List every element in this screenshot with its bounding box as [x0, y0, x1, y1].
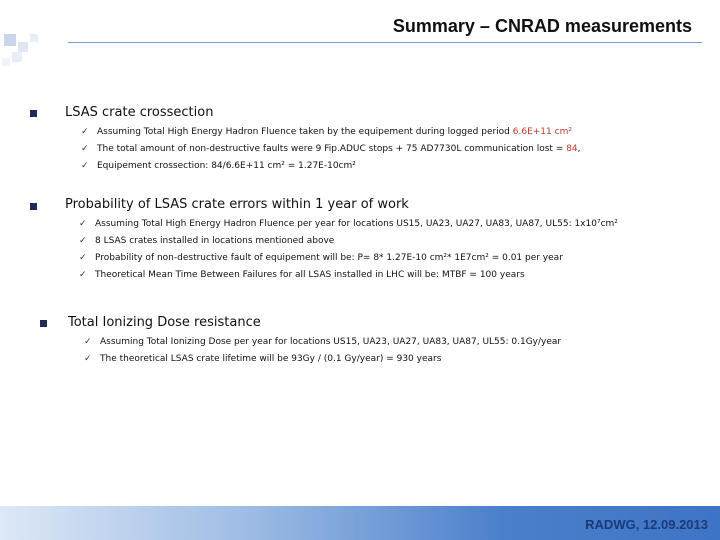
item-text: Assuming Total Ionizing Dose per year for locations US15, UA23, UA27, UA83, UA87, UL55: 0.1Gy/year [100, 337, 562, 347]
checkmark-icon: ✓ [84, 337, 92, 347]
square-bullet-icon [30, 110, 37, 117]
list-item [84, 354, 442, 364]
item-text: Theoretical Mean Time Between Failures for all LSAS installed in LHC will be: MTBF = 100 years [95, 270, 525, 280]
list-item [79, 270, 525, 280]
footer-text: RADWG, 12.09.2013 [585, 517, 708, 532]
page-title: Summary – CNRAD measurements [392, 16, 692, 36]
item-text: 8 LSAS crates installed in locations mentioned above [95, 236, 335, 246]
list-item [79, 253, 563, 263]
list-item [81, 127, 572, 137]
checkmark-icon: ✓ [79, 236, 87, 246]
item-text: The total amount of non-destructive faults were 9 Fip.ADUC stops + 75 AD7730L communication lost = [97, 144, 567, 154]
title-divider [68, 42, 702, 43]
list-item [81, 161, 356, 171]
item-text: The theoretical LSAS crate lifetime will be 93Gy / (0.1 Gy/year) = 930 years [100, 354, 442, 364]
checkmark-icon: ✓ [79, 253, 87, 263]
list-item [84, 337, 562, 347]
item-text-suffix: , [577, 144, 581, 154]
checkmark-icon: ✓ [79, 219, 87, 229]
decorative-squares [0, 32, 60, 72]
item-text: Assuming Total High Energy Hadron Fluence taken by the equipement during logged period [97, 127, 513, 137]
square-bullet-icon [40, 320, 47, 327]
section-heading: Probability of LSAS crate errors within 1 year of work [65, 197, 409, 212]
square-bullet-icon [30, 203, 37, 210]
checkmark-icon: ✓ [81, 144, 89, 154]
checkmark-icon: ✓ [79, 270, 87, 280]
item-text: Assuming Total High Energy Hadron Fluence per year for locations US15, UA23, UA27, UA83, UA87, UL55: 1x10⁷cm² [95, 219, 618, 229]
item-highlight: 84 [566, 144, 578, 154]
list-item [79, 219, 618, 229]
item-text: Equipement crossection: 84/6.6E+11 cm² = 1.27E-10cm² [97, 161, 356, 171]
section-heading: LSAS crate crossection [65, 105, 214, 120]
list-item [79, 236, 335, 246]
checkmark-icon: ✓ [81, 127, 89, 137]
section-heading: Total Ionizing Dose resistance [68, 315, 261, 330]
item-highlight: 6.6E+11 cm² [512, 127, 572, 137]
checkmark-icon: ✓ [81, 161, 89, 171]
item-text: Probability of non-destructive fault of equipement will be: P= 8* 1.27E-10 cm²* 1E7cm² = 0.01 per year [95, 253, 563, 263]
list-item [81, 144, 581, 154]
checkmark-icon: ✓ [84, 354, 92, 364]
footer-bar [0, 506, 720, 540]
